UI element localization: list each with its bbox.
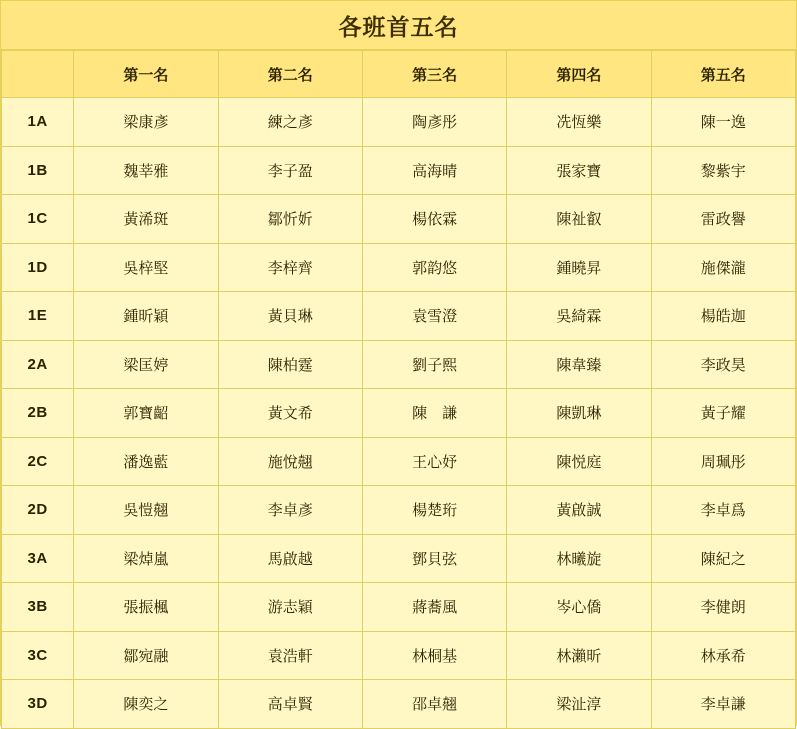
name-cell: 鄒宛融 (74, 631, 218, 680)
top-five-table (1, 50, 796, 729)
name-cell: 楊皓迦 (651, 292, 795, 341)
table-row (2, 243, 796, 292)
table-row (2, 146, 796, 195)
name-cell: 邵卓翹 (362, 680, 506, 729)
name-cell: 蔣蕎風 (362, 583, 506, 632)
name-cell: 魏莘雅 (74, 146, 218, 195)
name-cell: 鍾昕穎 (74, 292, 218, 341)
class-label: 3A (2, 534, 74, 583)
name-cell: 馬啟越 (218, 534, 362, 583)
table-row (2, 583, 796, 632)
name-cell: 李卓爲 (651, 486, 795, 535)
table-row (2, 680, 796, 729)
name-cell: 高卓賢 (218, 680, 362, 729)
table-row (2, 98, 796, 147)
name-cell: 郭寶齠 (74, 389, 218, 438)
name-cell: 吳梓堅 (74, 243, 218, 292)
table-header (2, 51, 796, 98)
name-cell: 陳祉叡 (507, 195, 651, 244)
name-cell: 張家寶 (507, 146, 651, 195)
name-cell: 黃浠斑 (74, 195, 218, 244)
class-label: 2B (2, 389, 74, 438)
name-cell: 梁沚淳 (507, 680, 651, 729)
header-rank-2: 第二名 (218, 51, 362, 98)
table-row (2, 340, 796, 389)
name-cell: 林曦旋 (507, 534, 651, 583)
table-row (2, 486, 796, 535)
name-cell: 陳 謙 (362, 389, 506, 438)
name-cell: 黃啟誠 (507, 486, 651, 535)
header-rank-1: 第一名 (74, 51, 218, 98)
name-cell: 王心妤 (362, 437, 506, 486)
name-cell: 高海晴 (362, 146, 506, 195)
name-cell: 游志穎 (218, 583, 362, 632)
name-cell: 林桐基 (362, 631, 506, 680)
class-label: 1D (2, 243, 74, 292)
name-cell: 林承希 (651, 631, 795, 680)
table-row (2, 195, 796, 244)
name-cell: 梁匡婷 (74, 340, 218, 389)
name-cell: 李卓彥 (218, 486, 362, 535)
name-cell: 施傑瀧 (651, 243, 795, 292)
name-cell: 周珮彤 (651, 437, 795, 486)
name-cell: 李健朗 (651, 583, 795, 632)
name-cell: 李卓謙 (651, 680, 795, 729)
name-cell: 黎紫宇 (651, 146, 795, 195)
table-row (2, 631, 796, 680)
table-body (2, 98, 796, 729)
name-cell: 吳綺霖 (507, 292, 651, 341)
class-label: 3C (2, 631, 74, 680)
name-cell: 吳愷翹 (74, 486, 218, 535)
name-cell: 潘逸藍 (74, 437, 218, 486)
name-cell: 李子盈 (218, 146, 362, 195)
name-cell: 李梓齊 (218, 243, 362, 292)
name-cell: 黃貝琳 (218, 292, 362, 341)
class-label: 1A (2, 98, 74, 147)
header-row (2, 51, 796, 98)
name-cell: 陳韋臻 (507, 340, 651, 389)
name-cell: 黃子耀 (651, 389, 795, 438)
table-row (2, 534, 796, 583)
name-cell: 楊楚珩 (362, 486, 506, 535)
header-corner (2, 51, 74, 98)
table-row (2, 389, 796, 438)
name-cell: 梁焯嵐 (74, 534, 218, 583)
table-row (2, 437, 796, 486)
name-cell: 袁雪澄 (362, 292, 506, 341)
name-cell: 劉子熙 (362, 340, 506, 389)
header-rank-3: 第三名 (362, 51, 506, 98)
name-cell: 陳凱琳 (507, 389, 651, 438)
name-cell: 陳紀之 (651, 534, 795, 583)
name-cell: 雷政譽 (651, 195, 795, 244)
class-label: 2C (2, 437, 74, 486)
name-cell: 陳一逸 (651, 98, 795, 147)
class-label: 3D (2, 680, 74, 729)
name-cell: 袁浩軒 (218, 631, 362, 680)
name-cell: 練之彥 (218, 98, 362, 147)
name-cell: 張振楓 (74, 583, 218, 632)
table-row (2, 292, 796, 341)
class-label: 3B (2, 583, 74, 632)
header-rank-4: 第四名 (507, 51, 651, 98)
name-cell: 黃文希 (218, 389, 362, 438)
name-cell: 梁康彥 (74, 98, 218, 147)
name-cell: 李政昊 (651, 340, 795, 389)
name-cell: 岑心僑 (507, 583, 651, 632)
name-cell: 鄒忻妡 (218, 195, 362, 244)
class-label: 2D (2, 486, 74, 535)
name-cell: 施悅翹 (218, 437, 362, 486)
name-cell: 冼恆樂 (507, 98, 651, 147)
name-cell: 鍾曉昇 (507, 243, 651, 292)
class-label: 1C (2, 195, 74, 244)
name-cell: 林瀨昕 (507, 631, 651, 680)
name-cell: 陶彥彤 (362, 98, 506, 147)
header-rank-5: 第五名 (651, 51, 795, 98)
name-cell: 陳奕之 (74, 680, 218, 729)
class-label: 1B (2, 146, 74, 195)
name-cell: 陳柏霆 (218, 340, 362, 389)
class-label: 1E (2, 292, 74, 341)
name-cell: 鄧貝弦 (362, 534, 506, 583)
name-cell: 郭韵悠 (362, 243, 506, 292)
page-title: 各班首五名 (338, 13, 459, 40)
title-bar (1, 1, 796, 50)
name-cell: 楊依霖 (362, 195, 506, 244)
name-cell: 陳悦庭 (507, 437, 651, 486)
class-label: 2A (2, 340, 74, 389)
